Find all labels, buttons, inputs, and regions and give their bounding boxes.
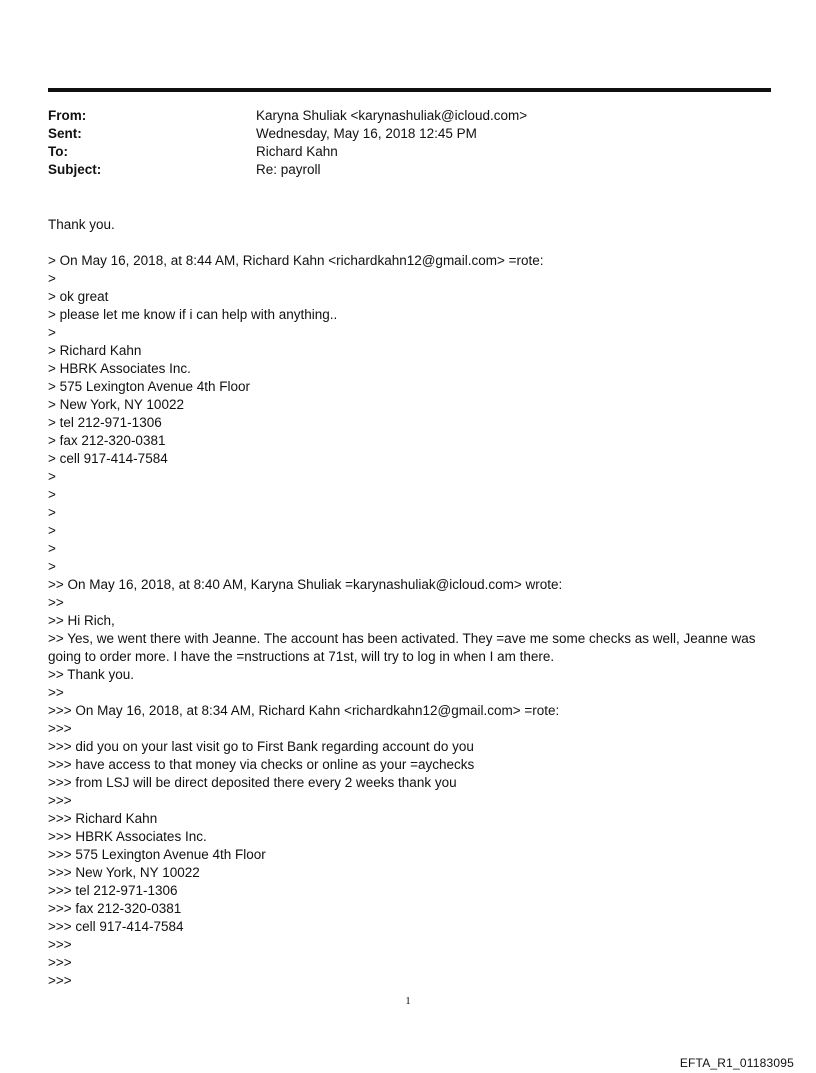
body-line: >>>: [48, 721, 72, 736]
from-label: From:: [48, 108, 87, 123]
body-line: >> Hi Rich,: [48, 613, 115, 628]
opening-line: Thank you.: [48, 217, 115, 232]
body-line: > tel 212-971-1306: [48, 415, 162, 430]
body-line: > 575 Lexington Avenue 4th Floor: [48, 379, 251, 394]
body-line: >> Yes, we went there with Jeanne. The account has been activated. They =ave me some checks as well, Jeanne was going to order more. I have the =nstructions at 71st, will try to log in when I am there.: [48, 631, 760, 664]
from-value: Karyna Shuliak <karynashuliak@icloud.com>: [256, 108, 528, 123]
body-line: >> Thank you.: [48, 667, 135, 682]
body-line: > please let me know if i can help with anything..: [48, 307, 338, 322]
body-line: > cell 917-414-7584: [48, 451, 168, 466]
body-line: >>> tel 212-971-1306: [48, 883, 178, 898]
page-number: 1: [405, 995, 411, 1007]
to-row: [48, 143, 748, 161]
email-body: [48, 216, 768, 990]
body-line: > On May 16, 2018, at 8:44 AM, Richard Kahn <richardkahn12@gmail.com> =rote:: [48, 253, 544, 268]
subject-label: Subject:: [48, 162, 102, 177]
body-line: >: [48, 487, 56, 502]
body-line: >: [48, 559, 56, 574]
body-line: >>>: [48, 937, 72, 952]
body-line: >>> did you on your last visit go to First Bank regarding account do you: [48, 739, 474, 754]
body-line: >>> HBRK Associates Inc.: [48, 829, 207, 844]
body-line: >>>: [48, 793, 72, 808]
body-line: >: [48, 325, 56, 340]
body-line: >: [48, 541, 56, 556]
sent-row: [48, 125, 748, 143]
body-line: > Richard Kahn: [48, 343, 142, 358]
from-row: [48, 107, 748, 125]
body-line: >: [48, 505, 56, 520]
body-line: >>> On May 16, 2018, at 8:34 AM, Richard Kahn <richardkahn12@gmail.com> =rote:: [48, 703, 560, 718]
sent-label: Sent:: [48, 126, 82, 141]
body-line: >>> fax 212-320-0381: [48, 901, 182, 916]
body-line: >: [48, 469, 56, 484]
body-line: >> On May 16, 2018, at 8:40 AM, Karyna Shuliak =karynashuliak@icloud.com> wrote:: [48, 577, 563, 592]
body-line: >>> Richard Kahn: [48, 811, 158, 826]
email-header: [48, 107, 748, 179]
document-id: EFTA_R1_01183095: [679, 1056, 794, 1070]
body-line: >>>: [48, 973, 72, 988]
quoted-thread: [48, 252, 768, 990]
body-line: > New York, NY 10022: [48, 397, 184, 412]
header-divider: [48, 88, 771, 92]
body-line: >: [48, 271, 56, 286]
to-value: Richard Kahn: [256, 144, 338, 159]
body-line: >>> have access to that money via checks or online as your =aychecks: [48, 757, 475, 772]
body-line: >>> New York, NY 10022: [48, 865, 200, 880]
body-line: >>> 575 Lexington Avenue 4th Floor: [48, 847, 266, 862]
body-line: >>> cell 917-414-7584: [48, 919, 184, 934]
body-line: > ok great: [48, 289, 109, 304]
body-line: >>>: [48, 955, 72, 970]
body-line: >: [48, 523, 56, 538]
body-line: >>: [48, 595, 64, 610]
body-line: >>> from LSJ will be direct deposited there every 2 weeks thank you: [48, 775, 457, 790]
body-line: >>: [48, 685, 64, 700]
body-line: > HBRK Associates Inc.: [48, 361, 191, 376]
to-label: To:: [48, 144, 68, 159]
body-line: > fax 212-320-0381: [48, 433, 166, 448]
subject-row: [48, 161, 748, 179]
subject-value: Re: payroll: [256, 162, 321, 177]
sent-value: Wednesday, May 16, 2018 12:45 PM: [256, 126, 477, 141]
